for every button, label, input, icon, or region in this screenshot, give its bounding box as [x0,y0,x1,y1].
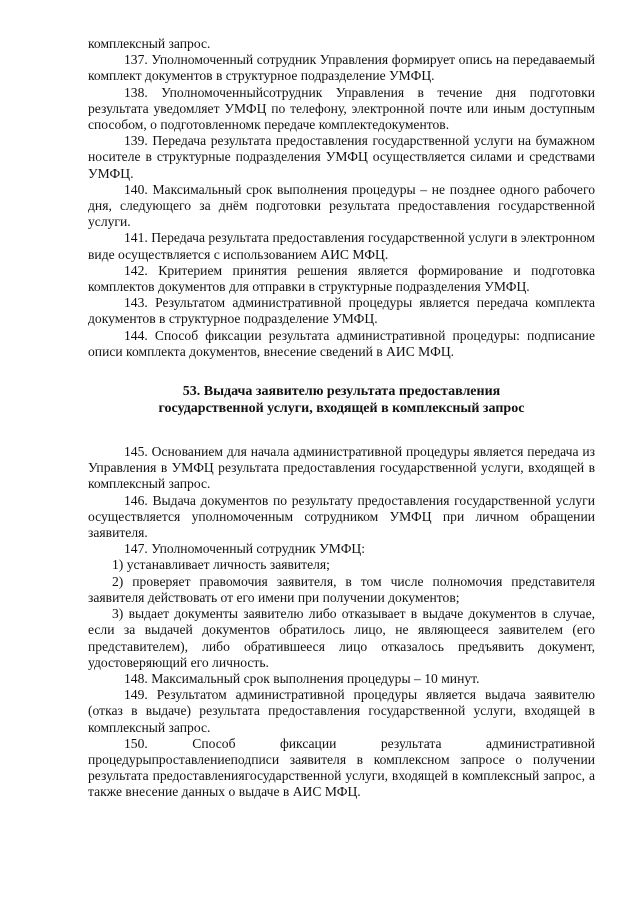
paragraph-144: 144. Способ фиксации результата административной процедуры: подписание описи комплекта документов, внесение сведений в АИС МФЦ. [88,327,595,359]
paragraph-149: 149. Результатом административной процедуры является выдача заявителю (отказ в выдаче) результата предоставления государственной услуги, входящей в комплексный запрос. [88,687,595,735]
section-heading-line-1: 53. Выдача заявителю результата предоставления [182,384,501,400]
paragraph-150: 150. Способ фиксации результата административной процедурыпроставлениеподписи заявителя в комплексном запросе о получении результата предоставлениягосударственной услуги, входящей в комплексный запрос, а также внесение данных о выдаче в АИС МФЦ. [88,735,595,800]
paragraph-143: 143. Результатом административной процедуры является передача комплекта документов в структурное подразделение УМФЦ. [88,295,595,327]
paragraph-147: 147. Уполномоченный сотрудник УМФЦ: [124,541,366,557]
paragraph-138: 138. Уполномоченныйсотрудник Управления в течение дня подготовки результата уведомляет УМФЦ по телефону, электронной почте или иным доступным способом, о подготовленномк передаче комплектедокументов. [88,84,595,133]
section-heading-line-2: государственной услуги, входящей в комплексный запрос [158,401,525,417]
list-item-2: 2) проверяет правомочия заявителя, в том числе полномочия представителя заявителя действовать от его имени при получении документов; [88,573,595,605]
paragraph-146: 146. Выдача документов по результату предоставления государственной услуги осуществляется уполномоченным сотрудником УМФЦ при личном обращении заявителя. [88,492,595,541]
paragraph-140: 140. Максимальный срок выполнения процедуры – не позднее одного рабочего дня, следующего за днём подготовки результата предоставления государственной услуги. [88,181,595,230]
paragraph-142: 142. Критерием принятия решения является формирование и подготовка комплектов документов для отправки в структурные подразделения УМФЦ. [88,262,595,295]
paragraph-141: 141. Передача результата предоставления государственной услуги в электронном виде осуществляется с использованием АИС МФЦ. [88,230,595,262]
paragraph-139: 139. Передача результата предоставления государственной услуги на бумажном носителе в структурные подразделения УМФЦ осуществляется силами и средствами УМФЦ. [88,133,595,181]
paragraph-continuation: комплексный запрос. [88,36,211,51]
section-heading [88,383,595,417]
paragraph-137: 137. Уполномоченный сотрудник Управления формирует опись на передаваемый комплект документов в структурное подразделение УМФЦ. [88,52,595,84]
paragraph-145: 145. Основанием для начала административной процедуры является передача из Управления в УМФЦ результата предоставления государственной услуги, входящей в комплексный запрос. [88,444,595,492]
list-item-1: 1) устанавливает личность заявителя; [112,557,330,573]
list-item-3: 3) выдает документы заявителю либо отказывает в выдаче документов в случае, если за выдачей документов обратилось лицо, не являющееся заявителем (его представителем), либо обратившееся лицо отказалось предъявить документ, удостоверяющий его личность. [88,606,595,670]
paragraph-148: 148. Максимальный срок выполнения процедуры – 10 минут. [124,670,480,686]
